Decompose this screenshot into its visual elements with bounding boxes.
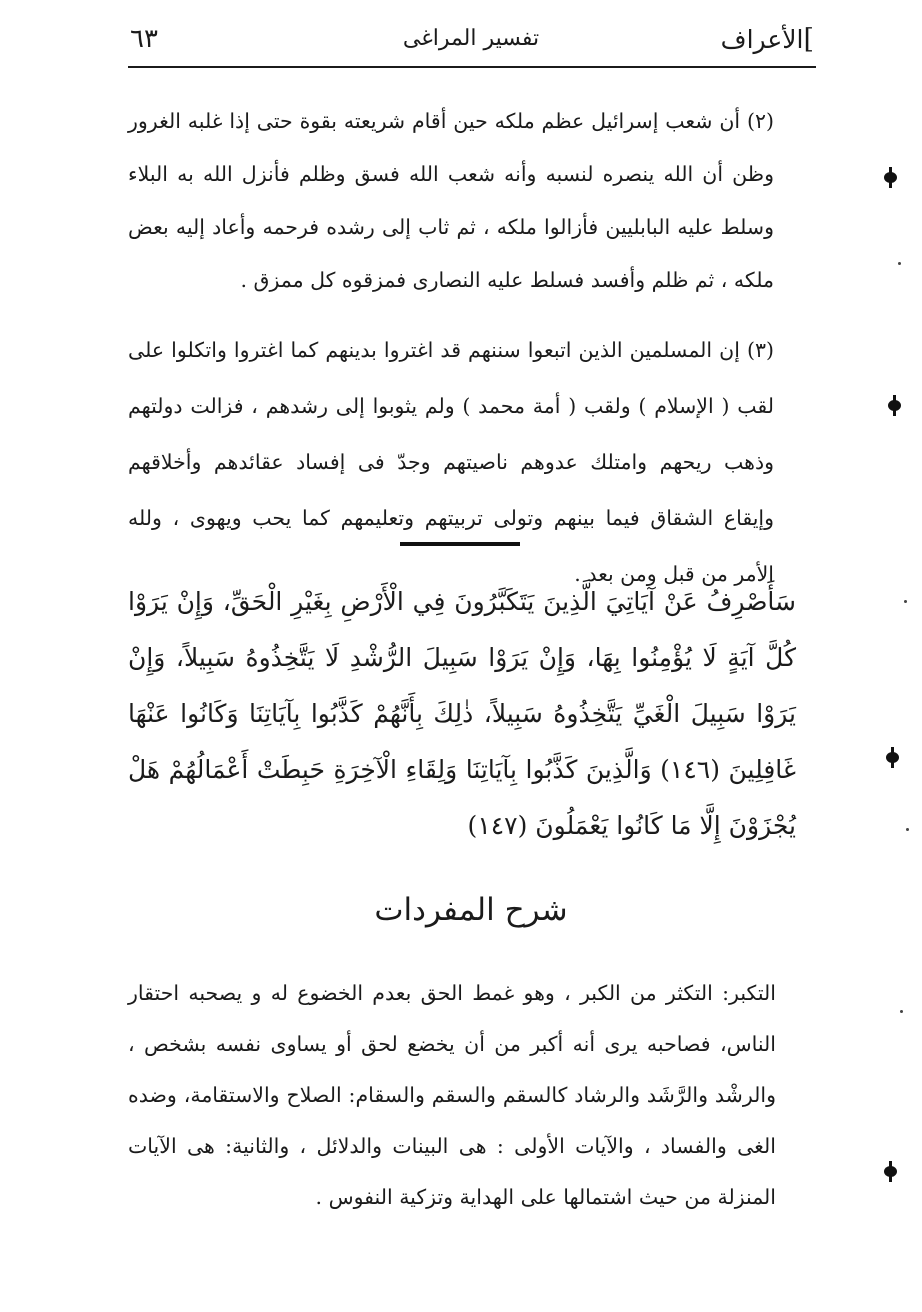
margin-speck	[900, 1010, 903, 1013]
margin-speck	[898, 262, 901, 265]
vocabulary-explanation	[128, 968, 816, 1223]
section-separator	[400, 542, 520, 546]
margin-ink-blot-icon	[888, 400, 901, 411]
running-header	[128, 22, 814, 64]
commentary-point-3-text: (٣) إن المسلمين الذين اتبعوا سننهم قد اغتروا بدينهم كما اغتروا واتكلوا على لقب ( الإسلام ) ولقب ( أمة محمد ) ولم يثوبوا إلى رشدهم ، فزالت دولتهم وذهب ريحهم وامتلك عدوهم ناصيتهم وجدّ فى إفساد عقائدهم وأخلاقهم وإيقاع الشقاق فيما بينهم وتولى تربيتهم وتعليمهم كما يحب ويهوى ، ولله الأمر من قبل ومن بعد .	[128, 338, 774, 586]
margin-ink-blot-icon	[884, 1166, 897, 1177]
surah-name-text: الأعراف	[720, 25, 804, 54]
book-title: تفسير المراغى	[402, 26, 540, 51]
commentary-point-2	[128, 95, 812, 307]
margin-speck	[906, 828, 909, 831]
commentary-point-2-text: (٢) أن شعب إسرائيل عظم ملكه حين أقام شريعته بقوة حتى إذا غلبه الغرور وظن أن الله ينصره لنسبه وأنه شعب الله فسق وظلم فأنزل الله به البلاء وسلط عليه البابليين فأزالوا ملكه ، ثم ثاب إلى رشده فرحمه وأعاد إليه بعض ملكه ، ثم ظلم وأفسد فسلط عليه النصارى فمزقوه كل ممزق .	[128, 109, 774, 292]
header-rule	[128, 66, 816, 68]
quran-verse-text: سَأَصْرِفُ عَنْ آيَاتِيَ الَّذِينَ يَتَكَبَّرُونَ فِي الْأَرْضِ بِغَيْرِ الْحَقِّ، وَإِنْ يَرَوْا كُلَّ آيَةٍ لَا يُؤْمِنُوا بِهَا، وَإِنْ يَرَوْا سَبِيلَ الرُّشْدِ لَا يَتَّخِذُوهُ سَبِيلاً، وَإِنْ يَرَوْا سَبِيلَ الْغَيِّ يَتَّخِذُوهُ سَبِيلاً، ذٰلِكَ بِأَنَّهُمْ كَذَّبُوا بِآيَاتِنَا وَكَانُوا عَنْهَا غَافِلِينَ (١٤٦) وَالَّذِينَ كَذَّبُوا بِآيَاتِنَا وَلِقَاءِ الْآخِرَةِ حَبِطَتْ أَعْمَالُهُمْ هَلْ يُجْزَوْنَ إِلَّا مَا كَانُوا يَعْمَلُونَ (١٤٧)	[128, 587, 796, 840]
vocabulary-explanation-text: التكبر: التكثر من الكبر ، وهو غمط الحق بعدم الخضوع له و يصحبه احتقار الناس، فصاحبه يرى أنه أكبر من أن يخضع لحق أو يساوى نفسه بشخص ، والرشْد والرَّشَد والرشاد كالسقم والسقم والسقام: الصلاح والاستقامة، وضده الغى والفساد ، والآيات الأولى : هى البينات والدلائل ، والثانية: هى الآيات المنزلة من حيث اشتمالها على الهداية وتزكية النفوس .	[128, 981, 776, 1209]
quran-verse-block	[128, 574, 816, 854]
header-bracket: ]	[803, 24, 814, 55]
margin-ink-blot-icon	[886, 752, 899, 763]
margin-ink-blot-icon	[884, 172, 897, 183]
vocabulary-heading: شرح المفردات	[374, 892, 568, 928]
commentary-point-3	[128, 322, 812, 602]
margin-speck	[904, 600, 907, 603]
page-number: ٦٣	[130, 24, 158, 54]
